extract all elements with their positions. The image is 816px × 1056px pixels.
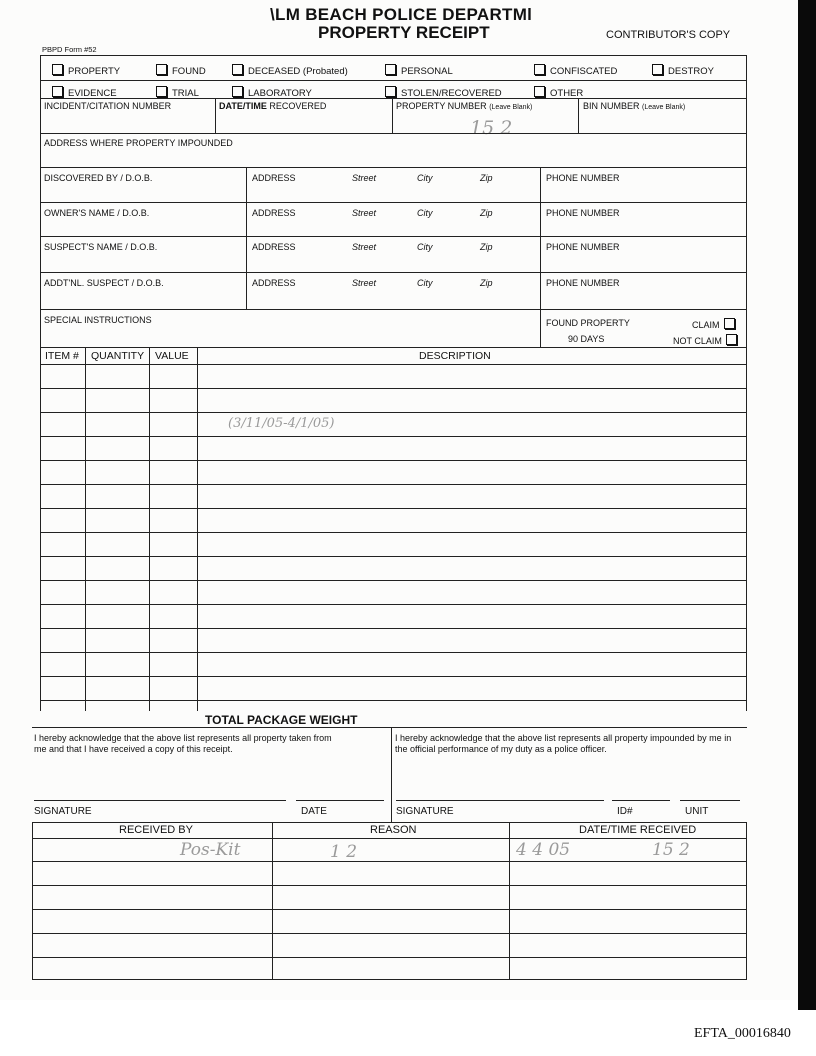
- handwritten-time-received: 15 2: [652, 840, 690, 860]
- handwritten-date-range: (3/11/05-4/1/05): [228, 416, 335, 431]
- chk-confiscated[interactable]: CONFISCATED: [534, 64, 617, 77]
- chk-evidence[interactable]: EVIDENCE: [52, 86, 117, 99]
- phone-label: PHONE NUMBER: [546, 208, 620, 218]
- copy-label: CONTRIBUTOR'S COPY: [606, 29, 731, 41]
- city-label: City: [417, 208, 433, 218]
- address-label: ADDRESS: [252, 208, 296, 218]
- form-number: PBPD Form #52: [42, 45, 97, 54]
- department-title: \LM BEACH POLICE DEPARTMl: [270, 5, 533, 24]
- chk-laboratory[interactable]: LABORATORY: [232, 86, 312, 99]
- handwritten-received-by: Pos-Kit: [180, 840, 241, 860]
- street-label: Street: [352, 208, 377, 218]
- phone-label: PHONE NUMBER: [546, 242, 620, 252]
- officer-id-label: ID#: [617, 806, 633, 817]
- chk-found[interactable]: FOUND: [156, 64, 206, 77]
- chk-personal[interactable]: PERSONAL: [385, 64, 453, 77]
- city-label: City: [417, 278, 433, 288]
- form-title: PROPERTY RECEIPT: [318, 23, 490, 42]
- address-label: ADDRESS: [252, 278, 296, 288]
- found-property-label: FOUND PROPERTY: [546, 318, 630, 328]
- zip-label: Zip: [480, 278, 493, 288]
- address-impounded-label: ADDRESS WHERE PROPERTY IMPOUNDED: [44, 138, 233, 148]
- not-claim-checkbox[interactable]: NOT CLAIM: [673, 334, 737, 346]
- officer-signature-label: SIGNATURE: [396, 806, 454, 817]
- street-label: Street: [352, 242, 377, 252]
- chk-trial[interactable]: TRIAL: [156, 86, 199, 99]
- zip-label: Zip: [480, 242, 493, 252]
- handwritten-property-number: 15 2: [470, 117, 513, 139]
- chk-destroy[interactable]: DESTROY: [652, 64, 714, 77]
- chk-property[interactable]: PROPERTY: [52, 64, 120, 77]
- scan-edge: [798, 0, 816, 1010]
- officer-unit-label: UNIT: [685, 806, 709, 817]
- received-by-header: RECEIVED BY: [119, 824, 193, 836]
- phone-label: PHONE NUMBER: [546, 173, 620, 183]
- date-time-received-header: DATE/TIME RECEIVED: [579, 824, 697, 836]
- chk-other[interactable]: OTHER: [534, 86, 583, 99]
- zip-label: Zip: [480, 173, 493, 183]
- zip-label: Zip: [480, 208, 493, 218]
- owner-date-label: DATE: [301, 806, 327, 817]
- officer-acknowledgement: I hereby acknowledge that the above list represents all property impounded by me in the official performance of my duty as a police officer.: [395, 733, 732, 754]
- col-description: DESCRIPTION: [419, 350, 491, 362]
- col-item-number: ITEM #: [45, 350, 79, 362]
- phone-label: PHONE NUMBER: [546, 278, 620, 288]
- date-time-label: DATE/TIME RECOVERED: [219, 101, 327, 111]
- handwritten-date-received: 4 4 05: [516, 840, 571, 860]
- document-id: EFTA_00016840: [694, 1026, 791, 1041]
- suspect-name-label: SUSPECT'S NAME / D.O.B.: [44, 242, 158, 252]
- col-value: VALUE: [155, 350, 189, 362]
- property-number-label: PROPERTY NUMBER (Leave Blank): [396, 101, 533, 111]
- total-package-weight-label: TOTAL PACKAGE WEIGHT: [205, 713, 358, 727]
- chk-deceased[interactable]: DECEASED (Probated): [232, 64, 348, 77]
- bin-number-label: BIN NUMBER (Leave Blank): [583, 101, 686, 111]
- handwritten-reason: 1 2: [330, 842, 358, 862]
- city-label: City: [417, 173, 433, 183]
- owner-acknowledgement: I hereby acknowledge that the above list represents all property taken from me and that I have received a copy of this receipt.: [34, 733, 332, 754]
- owner-signature-label: SIGNATURE: [34, 806, 92, 817]
- street-label: Street: [352, 278, 377, 288]
- incident-number-label: INCIDENT/CITATION NUMBER: [44, 101, 172, 111]
- owner-name-label: OWNER'S NAME / D.O.B.: [44, 208, 150, 218]
- address-label: ADDRESS: [252, 242, 296, 252]
- discovered-by-label: DISCOVERED BY / D.O.B.: [44, 173, 153, 183]
- address-label: ADDRESS: [252, 173, 296, 183]
- chk-stolen-recovered[interactable]: STOLEN/RECOVERED: [385, 86, 502, 99]
- street-label: Street: [352, 173, 377, 183]
- ninety-days-label: 90 DAYS: [568, 334, 605, 344]
- claim-checkbox[interactable]: CLAIM: [692, 318, 735, 330]
- additional-suspect-label: ADDT'NL. SUSPECT / D.O.B.: [44, 278, 164, 288]
- special-instructions-label: SPECIAL INSTRUCTIONS: [44, 315, 152, 325]
- city-label: City: [417, 242, 433, 252]
- reason-header: REASON: [370, 824, 417, 836]
- col-quantity: QUANTITY: [91, 350, 145, 362]
